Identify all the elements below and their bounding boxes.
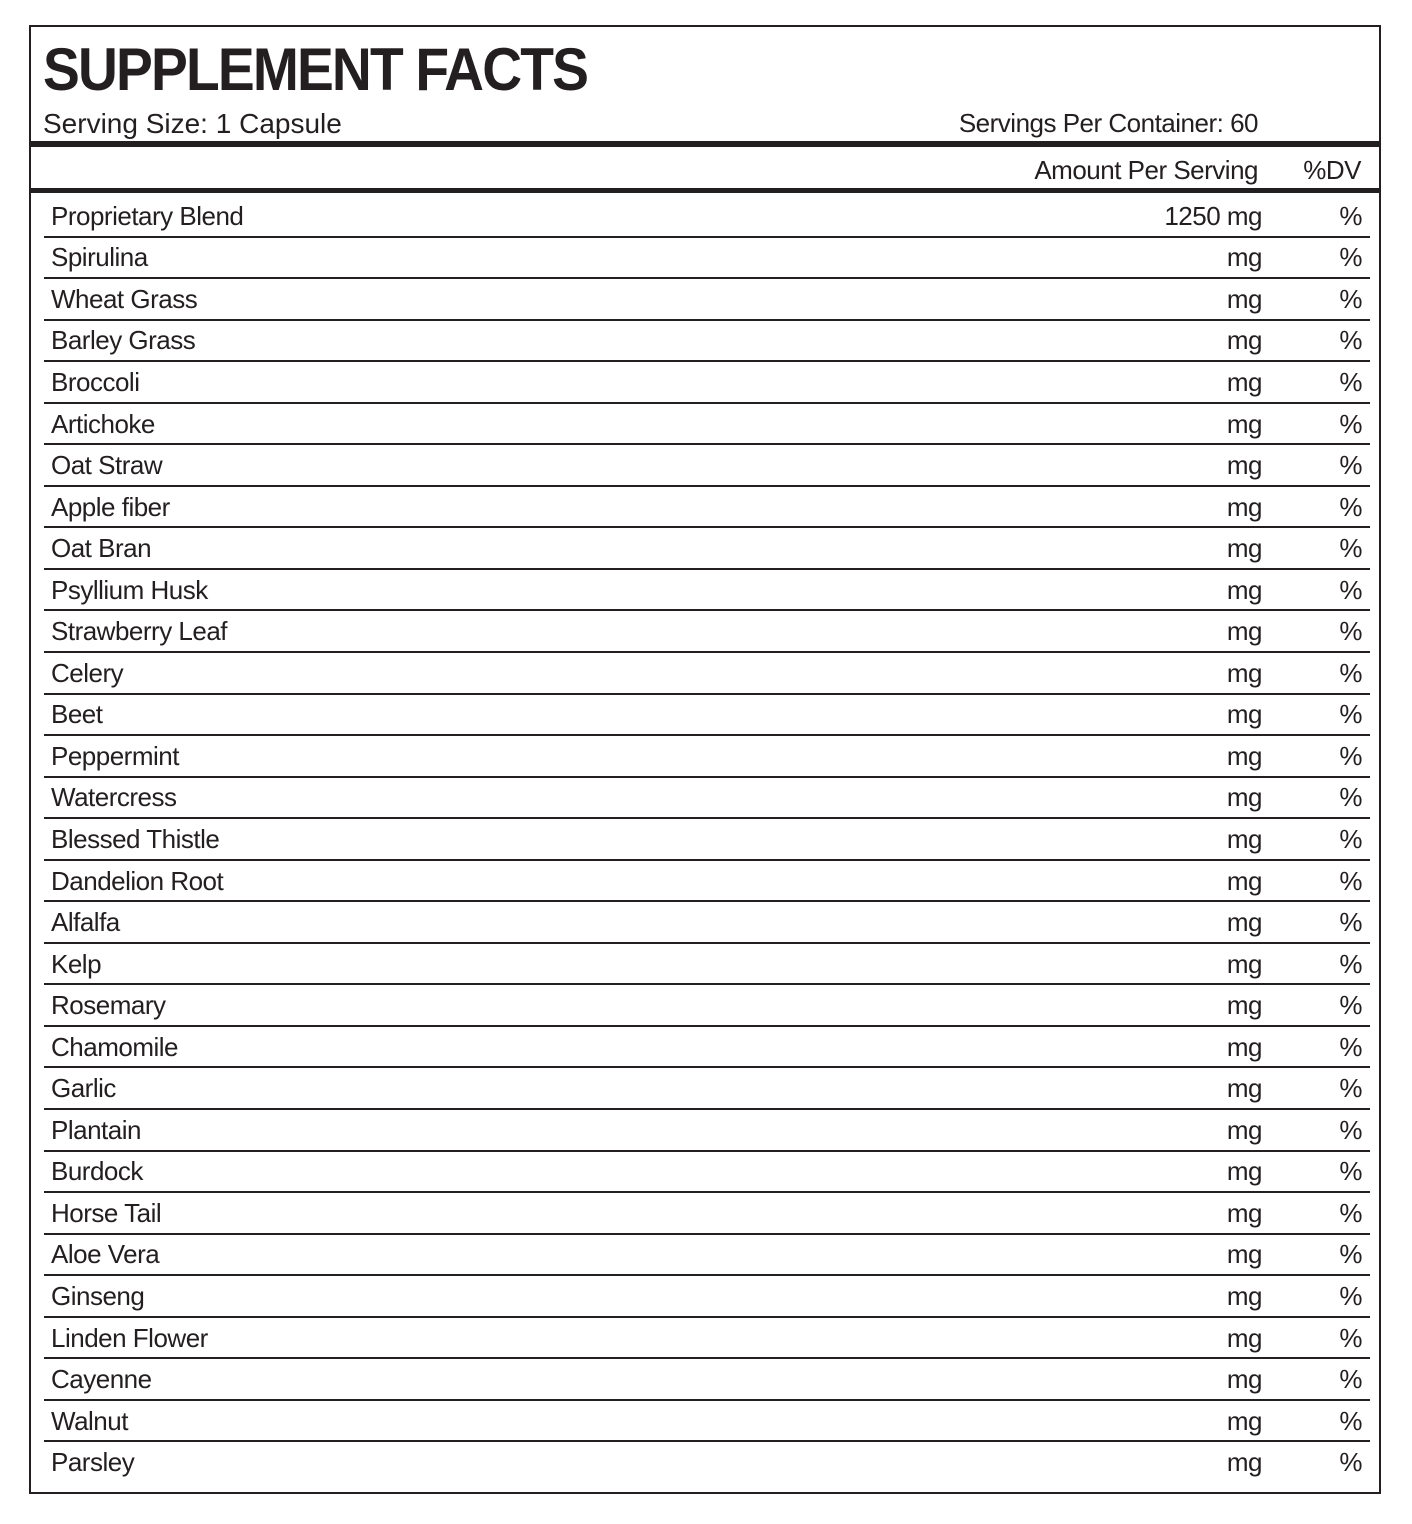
ingredient-row <box>44 362 1370 404</box>
ingredient-amount: mg <box>1226 408 1262 439</box>
ingredient-dv: % <box>1339 740 1362 771</box>
ingredient-amount: mg <box>1226 990 1262 1021</box>
ingredient-dv: % <box>1339 1156 1362 1187</box>
ingredient-dv: % <box>1339 1197 1362 1228</box>
ingredient-amount: mg <box>1226 1405 1262 1436</box>
ingredient-name: Chamomile <box>51 1031 178 1062</box>
ingredient-row <box>44 1027 1370 1069</box>
ingredient-name: Spirulina <box>51 242 148 273</box>
ingredient-row <box>44 736 1370 778</box>
column-header-divider <box>31 188 1379 193</box>
ingredient-dv: % <box>1339 491 1362 522</box>
servings-per-container: Servings Per Container: 60 <box>958 108 1258 138</box>
ingredient-dv: % <box>1339 200 1362 231</box>
ingredient-name: Kelp <box>51 948 102 979</box>
ingredient-row <box>44 1110 1370 1152</box>
ingredient-row <box>44 861 1370 903</box>
ingredient-row <box>44 902 1370 944</box>
ingredient-amount: mg <box>1226 533 1262 564</box>
ingredient-name: Walnut <box>51 1405 128 1436</box>
ingredient-name: Psyllium Husk <box>51 574 208 605</box>
ingredient-amount: mg <box>1226 740 1262 771</box>
ingredient-row <box>44 570 1370 612</box>
ingredient-dv: % <box>1339 325 1362 356</box>
ingredient-amount: mg <box>1226 1156 1262 1187</box>
ingredient-amount: mg <box>1226 699 1262 730</box>
ingredient-row <box>44 279 1370 321</box>
ingredient-amount: 1250 mg <box>1164 200 1262 231</box>
ingredient-row <box>44 445 1370 487</box>
ingredient-dv: % <box>1339 1405 1362 1436</box>
supplement-facts-panel <box>29 25 1381 1494</box>
ingredient-amount: mg <box>1226 823 1262 854</box>
ingredient-dv: % <box>1339 1447 1362 1478</box>
ingredient-dv: % <box>1339 450 1362 481</box>
ingredient-row <box>44 1235 1370 1277</box>
ingredient-row <box>44 944 1370 986</box>
ingredient-name: Burdock <box>51 1156 143 1187</box>
ingredient-row <box>44 321 1370 363</box>
ingredient-amount: mg <box>1226 283 1262 314</box>
ingredient-dv: % <box>1339 408 1362 439</box>
header-divider <box>31 141 1379 147</box>
ingredient-amount: mg <box>1226 1280 1262 1311</box>
ingredient-name: Strawberry Leaf <box>51 616 228 647</box>
ingredient-row <box>44 238 1370 280</box>
ingredient-row <box>44 1193 1370 1235</box>
ingredient-dv: % <box>1339 1239 1362 1270</box>
ingredient-name: Proprietary Blend <box>51 200 244 231</box>
ingredient-name: Blessed Thistle <box>51 823 220 854</box>
ingredient-amount: mg <box>1226 1073 1262 1104</box>
ingredient-dv: % <box>1339 990 1362 1021</box>
ingredient-dv: % <box>1339 1031 1362 1062</box>
ingredient-amount: mg <box>1226 1197 1262 1228</box>
ingredient-amount: mg <box>1226 865 1262 896</box>
amount-column-header: Amount Per Serving <box>1034 155 1258 185</box>
ingredient-name: Garlic <box>51 1073 116 1104</box>
ingredient-row <box>44 404 1370 446</box>
serving-size: Serving Size: 1 Capsule <box>43 108 342 139</box>
ingredient-dv: % <box>1339 533 1362 564</box>
ingredient-row <box>44 1359 1370 1401</box>
ingredient-name: Oat Bran <box>51 533 152 564</box>
ingredient-amount: mg <box>1226 574 1262 605</box>
panel-title: SUPPLEMENT FACTS <box>43 36 588 103</box>
ingredient-amount: mg <box>1226 907 1262 938</box>
ingredient-name: Parsley <box>51 1447 135 1478</box>
ingredient-row <box>44 778 1370 820</box>
ingredient-row <box>44 1276 1370 1318</box>
ingredient-row <box>44 196 1370 238</box>
ingredient-name: Peppermint <box>51 740 179 771</box>
ingredient-name: Aloe Vera <box>51 1239 160 1270</box>
ingredient-amount: mg <box>1226 1364 1262 1395</box>
ingredient-dv: % <box>1339 366 1362 397</box>
ingredient-dv: % <box>1339 657 1362 688</box>
ingredient-dv: % <box>1339 616 1362 647</box>
ingredient-name: Alfalfa <box>51 907 120 938</box>
ingredient-name: Plantain <box>51 1114 141 1145</box>
ingredient-name: Horse Tail <box>51 1197 162 1228</box>
ingredient-name: Ginseng <box>51 1280 145 1311</box>
ingredient-name: Artichoke <box>51 408 155 439</box>
ingredient-amount: mg <box>1226 325 1262 356</box>
ingredient-name: Oat Straw <box>51 450 163 481</box>
ingredient-dv: % <box>1339 1364 1362 1395</box>
ingredient-dv: % <box>1339 1114 1362 1145</box>
ingredient-row <box>44 1068 1370 1110</box>
ingredient-dv: % <box>1339 907 1362 938</box>
ingredient-dv: % <box>1339 782 1362 813</box>
ingredient-name: Broccoli <box>51 366 140 397</box>
ingredient-name: Rosemary <box>51 990 166 1021</box>
ingredient-name: Wheat Grass <box>51 283 198 314</box>
ingredient-amount: mg <box>1226 1031 1262 1062</box>
ingredient-amount: mg <box>1226 948 1262 979</box>
ingredient-row <box>44 1401 1370 1443</box>
ingredient-name: Dandelion Root <box>51 865 224 896</box>
ingredient-row <box>44 695 1370 737</box>
ingredient-row <box>44 528 1370 570</box>
ingredient-name: Celery <box>51 657 124 688</box>
ingredient-amount: mg <box>1226 491 1262 522</box>
ingredient-amount: mg <box>1226 1322 1262 1353</box>
ingredient-amount: mg <box>1226 1114 1262 1145</box>
ingredient-name: Beet <box>51 699 103 730</box>
ingredient-row <box>44 1442 1370 1482</box>
ingredient-dv: % <box>1339 283 1362 314</box>
ingredient-dv: % <box>1339 823 1362 854</box>
ingredient-row <box>44 487 1370 529</box>
ingredient-dv: % <box>1339 865 1362 896</box>
ingredient-name: Linden Flower <box>51 1322 208 1353</box>
ingredient-name: Barley Grass <box>51 325 196 356</box>
ingredient-dv: % <box>1339 1322 1362 1353</box>
ingredient-amount: mg <box>1226 1239 1262 1270</box>
ingredient-name: Apple fiber <box>51 491 170 522</box>
ingredient-amount: mg <box>1226 657 1262 688</box>
ingredient-list <box>44 196 1370 1482</box>
ingredient-row <box>44 819 1370 861</box>
ingredient-amount: mg <box>1226 242 1262 273</box>
ingredient-dv: % <box>1339 574 1362 605</box>
ingredient-amount: mg <box>1226 450 1262 481</box>
ingredient-row <box>44 611 1370 653</box>
ingredient-name: Cayenne <box>51 1364 152 1395</box>
ingredient-amount: mg <box>1226 1447 1262 1478</box>
ingredient-row <box>44 1318 1370 1360</box>
dv-column-header: %DV <box>1303 155 1361 185</box>
ingredient-amount: mg <box>1226 782 1262 813</box>
ingredient-row <box>44 653 1370 695</box>
ingredient-dv: % <box>1339 242 1362 273</box>
ingredient-amount: mg <box>1226 616 1262 647</box>
ingredient-row <box>44 985 1370 1027</box>
ingredient-dv: % <box>1339 1073 1362 1104</box>
ingredient-dv: % <box>1339 948 1362 979</box>
ingredient-dv: % <box>1339 1280 1362 1311</box>
ingredient-name: Watercress <box>51 782 177 813</box>
ingredient-row <box>44 1152 1370 1194</box>
ingredient-dv: % <box>1339 699 1362 730</box>
ingredient-amount: mg <box>1226 366 1262 397</box>
